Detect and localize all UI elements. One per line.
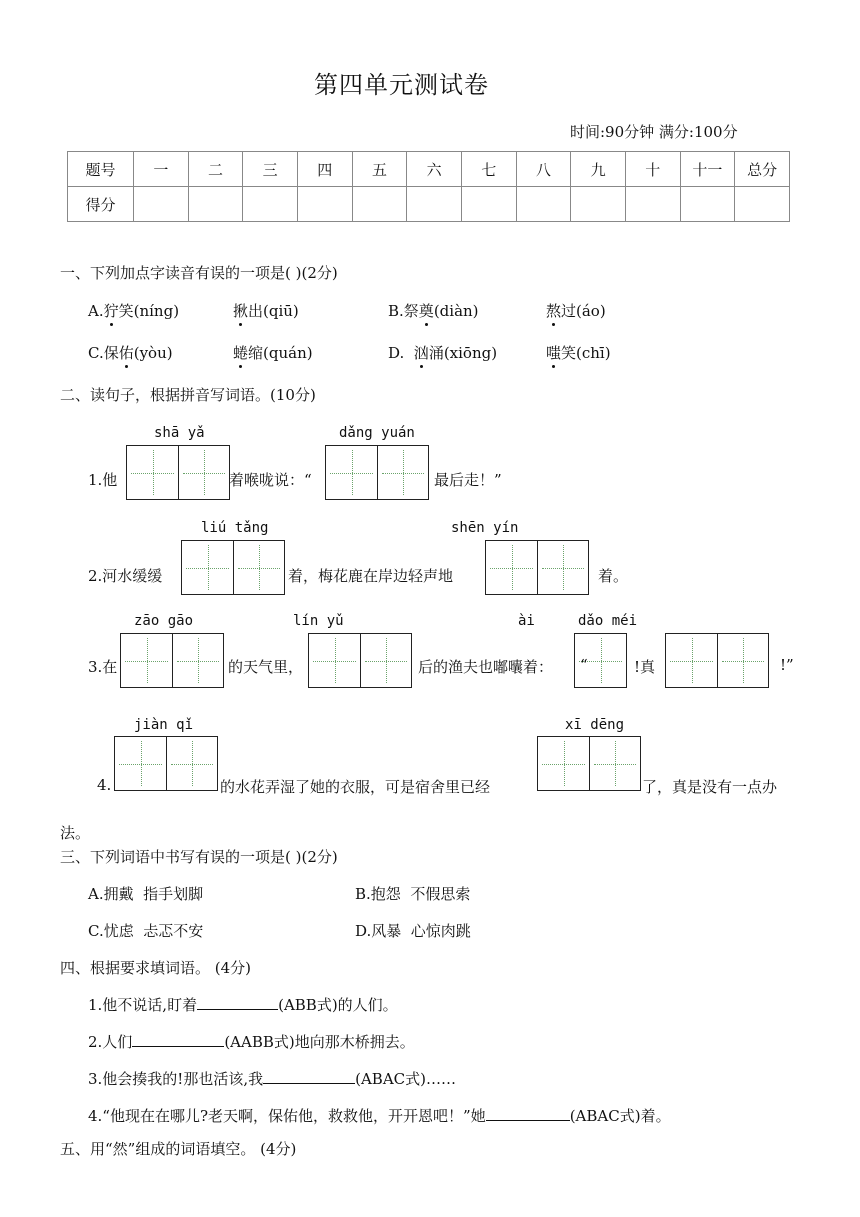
sentence-text: !真 bbox=[634, 658, 656, 676]
char-cell[interactable] bbox=[326, 446, 377, 499]
sentence-text: 着，梅花鹿在岸边轻声地 bbox=[288, 567, 454, 585]
char-cell[interactable] bbox=[538, 737, 589, 790]
score-cell[interactable] bbox=[188, 187, 243, 222]
sentence-text: 的天气里， bbox=[228, 658, 304, 676]
score-cell[interactable] bbox=[243, 187, 298, 222]
score-header-cell: 一 bbox=[134, 152, 189, 187]
char-cell[interactable] bbox=[486, 541, 537, 594]
score-cell[interactable] bbox=[516, 187, 571, 222]
q1-option: C.保佑(yòu) bbox=[88, 344, 173, 362]
score-header-cell: 总分 bbox=[735, 152, 790, 187]
q1-option: B.祭奠(diàn) bbox=[388, 302, 479, 320]
sentence-text: 了，真是没有一点办 bbox=[642, 778, 778, 796]
pinyin-label: dǎng yuán bbox=[339, 425, 415, 441]
char-cell[interactable] bbox=[127, 446, 178, 499]
char-cell[interactable] bbox=[666, 634, 717, 687]
sentence-text: 法。 bbox=[60, 824, 91, 842]
char-cell[interactable] bbox=[589, 737, 640, 790]
answer-grid[interactable] bbox=[485, 540, 589, 595]
q1-option: D. 汹涌(xiōng) bbox=[388, 344, 498, 362]
char-cell[interactable] bbox=[377, 446, 428, 499]
score-header-cell: 二 bbox=[188, 152, 243, 187]
q1-option: 蜷缩(quán) bbox=[233, 344, 313, 362]
fill-blank[interactable] bbox=[132, 1031, 224, 1047]
char-cell[interactable] bbox=[233, 541, 284, 594]
score-header-cell: 八 bbox=[516, 152, 571, 187]
score-cell[interactable] bbox=[625, 187, 680, 222]
score-header-cell: 十一 bbox=[680, 152, 735, 187]
char-cell[interactable] bbox=[115, 737, 166, 790]
char-cell[interactable] bbox=[537, 541, 588, 594]
char-cell[interactable] bbox=[172, 634, 223, 687]
q1-option: 熬过(áo) bbox=[546, 302, 606, 320]
q4-item: 1.他不说话,盯着 (ABB式)的人们。 bbox=[88, 996, 398, 1014]
q4-item: 4.“他现在在哪儿?老天啊，保佑他，救救他，开开恩吧！”她 (ABAC式)着。 bbox=[88, 1107, 671, 1125]
score-cell[interactable] bbox=[352, 187, 407, 222]
q3-option: D.风暴 心惊肉跳 bbox=[355, 922, 471, 940]
char-cell[interactable] bbox=[178, 446, 229, 499]
answer-grid[interactable] bbox=[120, 633, 224, 688]
q2-stem: 二、读句子，根据拼音写词语。(10分) bbox=[60, 386, 316, 404]
pinyin-label: xī dēng bbox=[565, 717, 625, 733]
score-header-cell: 四 bbox=[297, 152, 352, 187]
sentence-text: 着喉咙说：“ bbox=[229, 471, 312, 489]
score-header-row bbox=[68, 152, 790, 187]
answer-grid[interactable] bbox=[325, 445, 429, 500]
char-cell[interactable] bbox=[360, 634, 411, 687]
answer-grid[interactable] bbox=[181, 540, 285, 595]
score-row bbox=[68, 187, 790, 222]
q4-stem: 四、根据要求填词语。 (4分) bbox=[60, 959, 252, 977]
score-cell[interactable] bbox=[461, 187, 516, 222]
pinyin-label: lín yǔ bbox=[293, 613, 344, 629]
answer-grid[interactable] bbox=[665, 633, 769, 688]
q1-option: 嗤笑(chī) bbox=[546, 344, 611, 362]
score-cell[interactable] bbox=[571, 187, 626, 222]
char-cell[interactable] bbox=[309, 634, 360, 687]
answer-grid[interactable] bbox=[537, 736, 641, 791]
q3-stem: 三、下列词语中书写有误的一项是( )(2分) bbox=[60, 848, 338, 866]
sentence-text: 3.在 bbox=[88, 658, 118, 676]
score-header-cell: 七 bbox=[461, 152, 516, 187]
q3-option: C.忧虑 忐忑不安 bbox=[88, 922, 204, 940]
answer-grid[interactable] bbox=[126, 445, 230, 500]
sentence-text: 4. bbox=[97, 776, 112, 794]
q5-stem: 五、用“然”组成的词语填空。 (4分) bbox=[60, 1140, 297, 1158]
q3-option: A.拥戴 指手划脚 bbox=[88, 885, 204, 903]
pinyin-label: ài bbox=[518, 613, 535, 629]
answer-grid[interactable] bbox=[308, 633, 412, 688]
pinyin-label: shā yǎ bbox=[154, 425, 205, 441]
pinyin-label: shēn yín bbox=[451, 520, 519, 536]
sentence-text: 2.河水缓缓 bbox=[88, 567, 163, 585]
q1-stem: 一、下列加点字读音有误的一项是( )(2分) bbox=[60, 264, 338, 282]
char-cell[interactable] bbox=[717, 634, 768, 687]
q4-item: 2.人们 (AABB式)地向那木桥拥去。 bbox=[88, 1033, 415, 1051]
q4-item: 3.他会揍我的!那也活该,我 (ABAC式)…… bbox=[88, 1070, 456, 1088]
fill-blank[interactable] bbox=[263, 1068, 355, 1084]
score-header-cell: 九 bbox=[571, 152, 626, 187]
score-cell[interactable] bbox=[735, 187, 790, 222]
q1-option: A.狞笑(níng) bbox=[88, 302, 180, 320]
score-header-cell: 五 bbox=[352, 152, 407, 187]
page-title: 第四单元测试卷 bbox=[314, 71, 489, 99]
char-cell[interactable] bbox=[182, 541, 233, 594]
sentence-text: !” bbox=[780, 656, 794, 674]
score-cell[interactable] bbox=[407, 187, 462, 222]
exam-meta: 时间:90分钟 满分:100分 bbox=[570, 123, 738, 141]
pinyin-label: dǎo méi bbox=[578, 613, 638, 629]
q1-option: 揪出(qiū) bbox=[233, 302, 299, 320]
sentence-text: 最后走！” bbox=[434, 471, 502, 489]
q3-option: B.抱怨 不假思索 bbox=[355, 885, 471, 903]
score-header-cell: 题号 bbox=[68, 152, 134, 187]
score-cell[interactable] bbox=[297, 187, 352, 222]
score-header-cell: 三 bbox=[243, 152, 298, 187]
pinyin-label: jiàn qǐ bbox=[134, 717, 194, 733]
sentence-text: 后的渔夫也嘟囔着： bbox=[418, 658, 554, 676]
score-row-label: 得分 bbox=[68, 187, 134, 222]
sentence-text: 的水花弄湿了她的衣服，可是宿舍里已经 bbox=[220, 778, 491, 796]
sentence-text: 着。 bbox=[598, 567, 629, 585]
pinyin-label: zāo gāo bbox=[134, 613, 194, 629]
sentence-text: “ bbox=[580, 656, 588, 674]
char-cell[interactable] bbox=[166, 737, 217, 790]
score-cell[interactable] bbox=[680, 187, 735, 222]
score-table bbox=[67, 151, 790, 222]
answer-grid[interactable] bbox=[114, 736, 218, 791]
score-header-cell: 六 bbox=[407, 152, 462, 187]
char-cell[interactable] bbox=[121, 634, 172, 687]
sentence-text: 1.他 bbox=[88, 471, 118, 489]
score-cell[interactable] bbox=[134, 187, 189, 222]
pinyin-label: liú tǎng bbox=[201, 520, 269, 536]
fill-blank[interactable] bbox=[486, 1105, 570, 1121]
score-header-cell: 十 bbox=[625, 152, 680, 187]
fill-blank[interactable] bbox=[197, 994, 278, 1010]
